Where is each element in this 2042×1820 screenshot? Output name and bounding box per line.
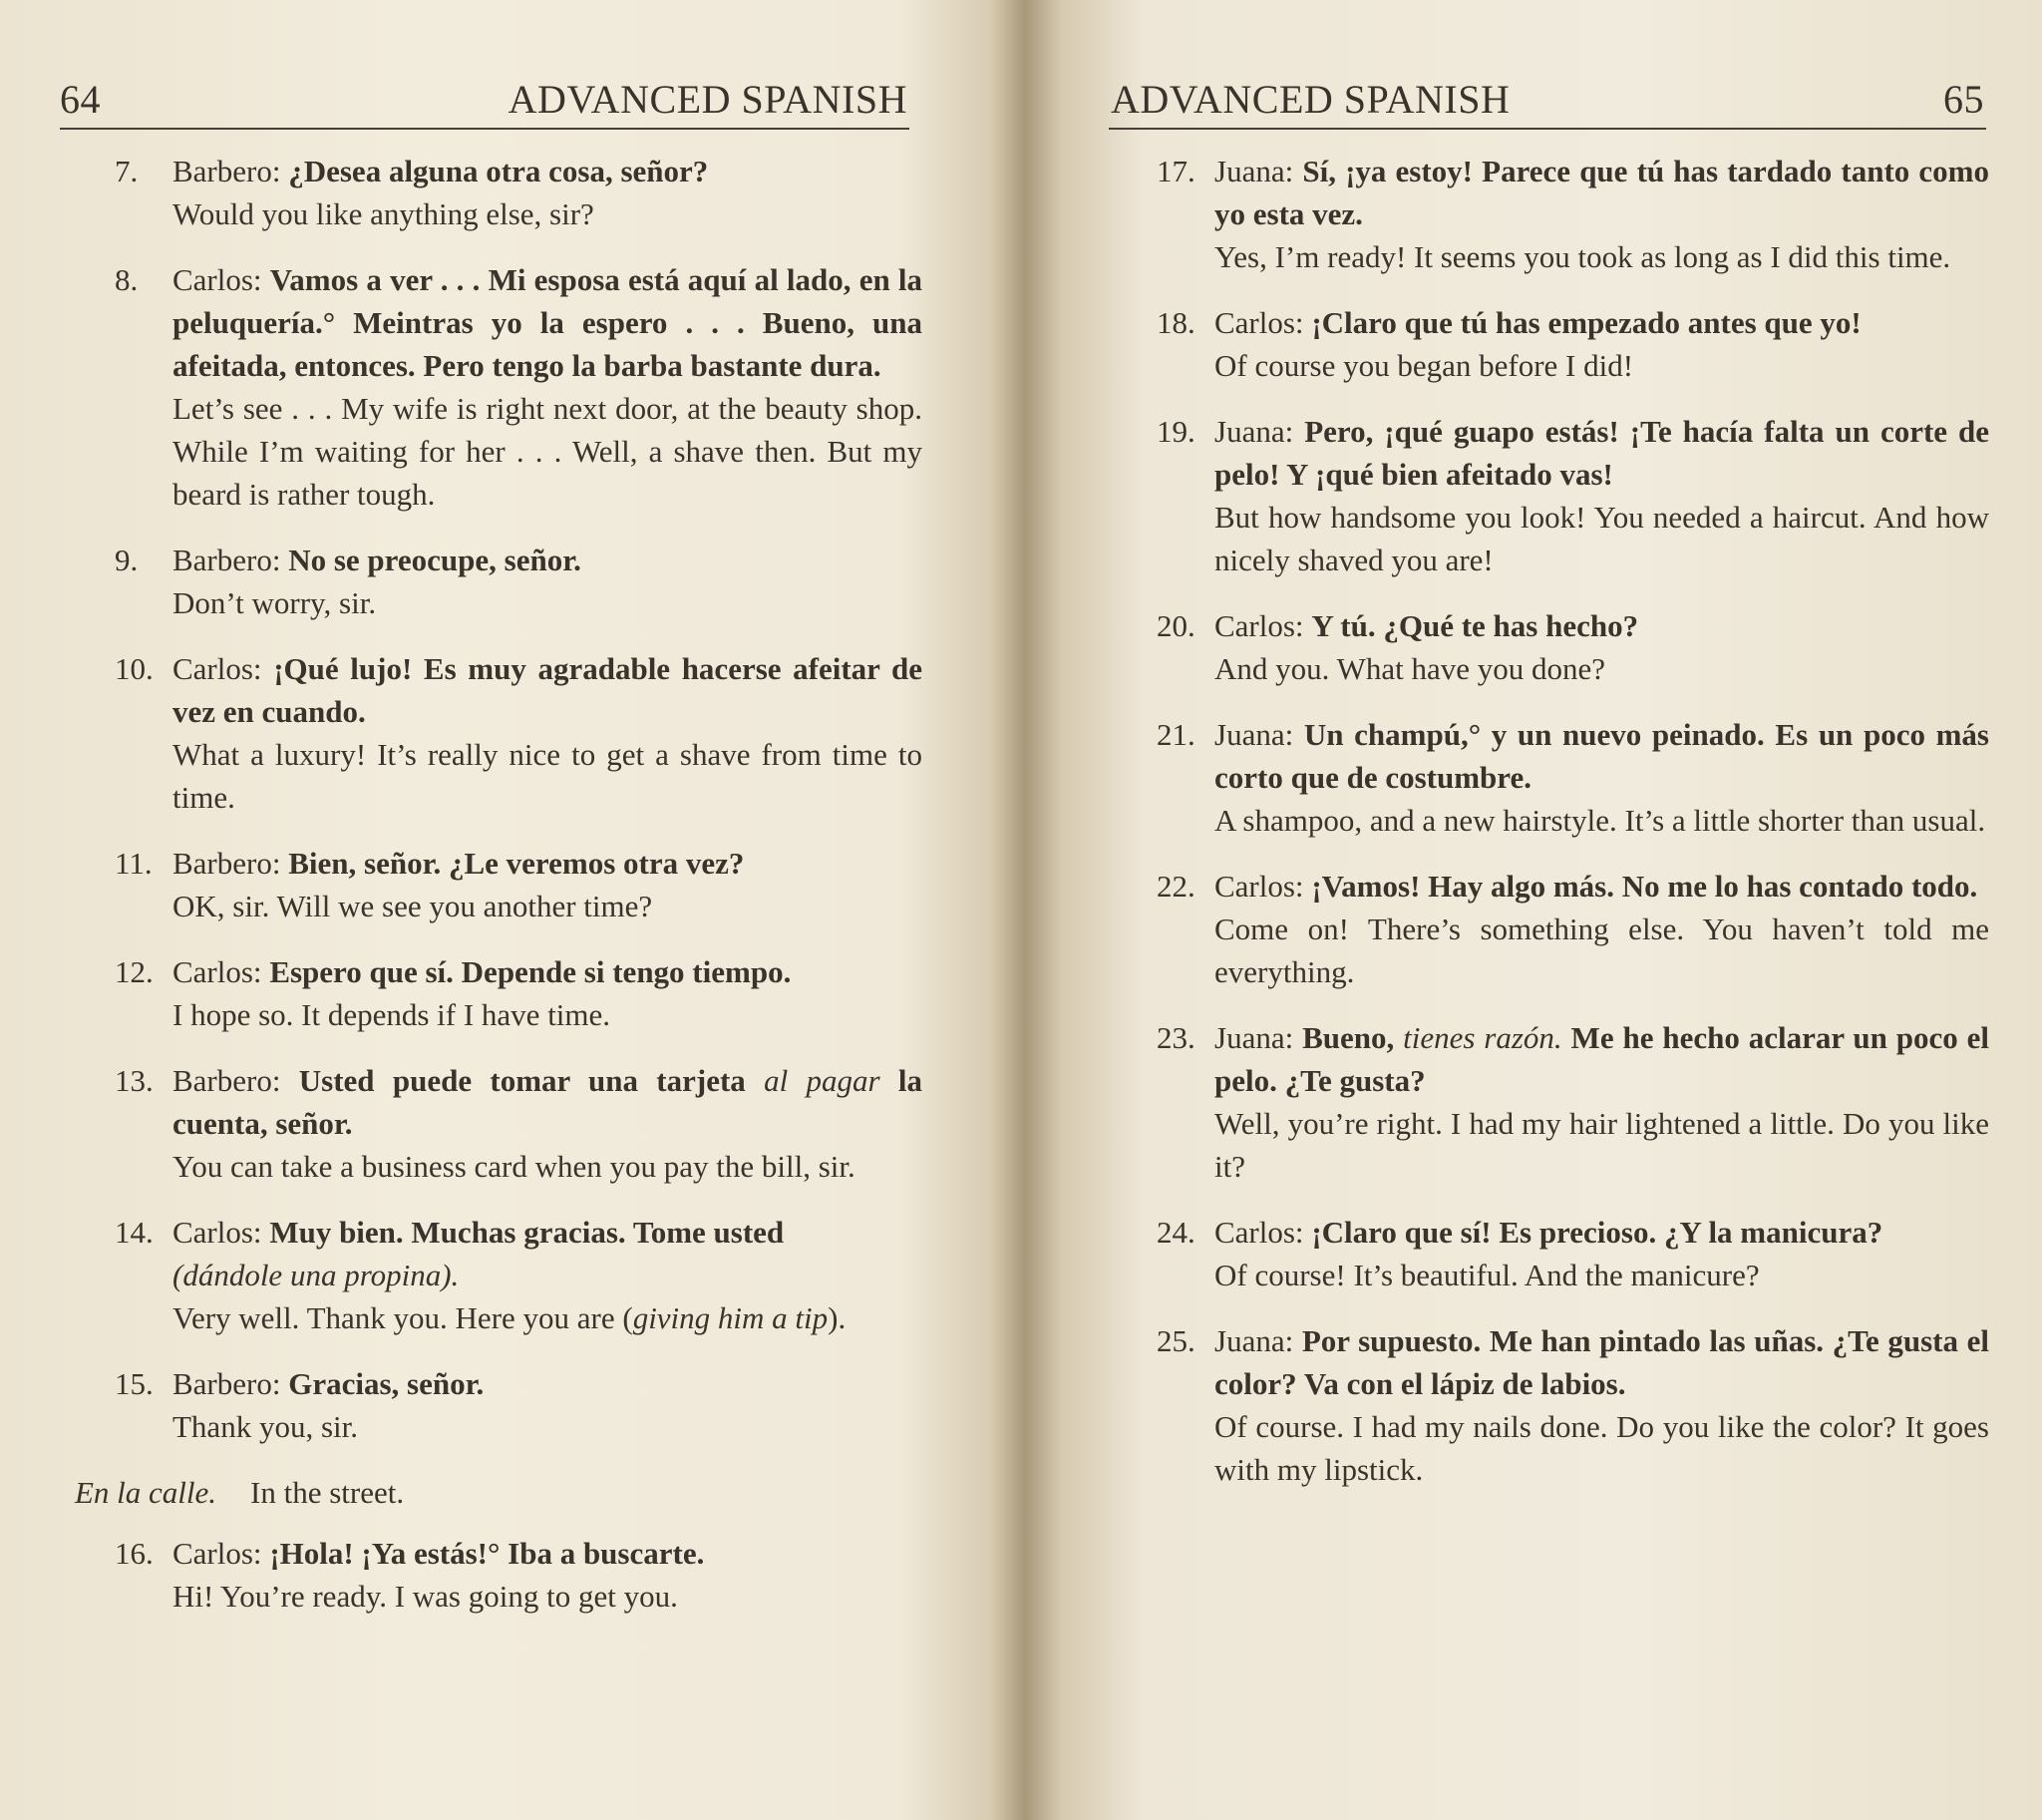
spanish-line: Usted puede tomar una tarjeta (298, 1063, 765, 1098)
speaker: Carlos: (172, 651, 262, 686)
stage-direction: (dándole una propina). (172, 1258, 460, 1292)
english-translation: I hope so. It depends if I have time. (172, 997, 611, 1032)
dialogue-entry (115, 842, 922, 927)
dialogue-list (1157, 150, 1989, 1514)
spanish-line: ¿Desea alguna otra cosa, señor? (288, 154, 709, 188)
spanish-italic: al pagar (764, 1063, 880, 1098)
dialogue-entry (115, 1532, 922, 1618)
speaker: Carlos: (172, 954, 262, 989)
scene-heading (75, 1471, 922, 1514)
entry-number: 14. (115, 1215, 154, 1250)
english-translation: But how handsome you look! You needed a haircut. And how nicely shaved you are! (1214, 500, 1989, 577)
spanish-line: Sí, ¡ya estoy! Parece que tú has tardado tanto como yo esta vez. (1214, 154, 1990, 231)
spanish-italic: tienes razón. (1403, 1020, 1562, 1055)
english-translation-cont: ). (828, 1300, 847, 1335)
speaker: Carlos: (172, 1536, 262, 1571)
scene-spanish: En la calle. (75, 1475, 217, 1510)
spanish-line: Y tú. ¿Qué te has hecho? (1311, 608, 1639, 643)
entry-number: 16. (115, 1536, 154, 1571)
english-translation: Don’t worry, sir. (172, 585, 377, 620)
page-number: 64 (60, 77, 101, 122)
english-translation: And you. What have you done? (1214, 651, 1605, 686)
speaker: Barbero: (172, 1063, 281, 1098)
english-translation: Well, you’re right. I had my hair lightened a little. Do you like it? (1214, 1106, 1989, 1184)
english-translation: You can take a business card when you pay the bill, sir. (172, 1149, 855, 1184)
english-translation: Let’s see . . . My wife is right next door, at the beauty shop. While I’m waiting for her . . . Well, a shave then. But my beard is rather tough. (172, 391, 922, 512)
english-translation: A shampoo, and a new hairstyle. It’s a little shorter than usual. (1214, 803, 1986, 838)
english-translation: Of course. I had my nails done. Do you like the color? It goes with my lipstick. (1214, 1409, 1989, 1487)
speaker: Carlos: (1214, 305, 1304, 340)
left-page-header (60, 72, 909, 130)
right-page-header (1109, 72, 1986, 130)
spanish-line: Espero que sí. Depende si tengo tiempo. (269, 954, 792, 989)
entry-number: 7. (115, 154, 139, 188)
english-translation: Hi! You’re ready. I was going to get you. (172, 1579, 678, 1614)
english-italic: giving him a tip (632, 1300, 829, 1335)
speaker: Juana: (1214, 1323, 1294, 1358)
entry-number: 13. (115, 1063, 154, 1098)
speaker: Barbero: (172, 1366, 281, 1401)
speaker: Carlos: (1214, 869, 1304, 904)
english-translation: Very well. Thank you. Here you are ( (172, 1300, 633, 1335)
spanish-line: No se preocupe, señor. (288, 543, 581, 577)
right-page (1027, 0, 2042, 1820)
spanish-line: ¡Hola! ¡Ya estás!° Iba a buscarte. (269, 1536, 705, 1571)
english-translation: Come on! There’s something else. You haven’t told me everything. (1214, 911, 1989, 989)
english-translation: OK, sir. Will we see you another time? (172, 889, 653, 923)
spanish-line-cont: Me he hecho aclarar un poco el pelo. ¿Te gusta? (1214, 1020, 1990, 1098)
entry-number: 22. (1157, 869, 1195, 904)
scene-english: In the street. (250, 1475, 405, 1510)
entry-number: 9. (115, 543, 139, 577)
entry-number: 20. (1157, 608, 1195, 643)
spanish-line: ¡Vamos! Hay algo más. No me lo has contado todo. (1311, 869, 1978, 904)
dialogue-entry (115, 1362, 922, 1448)
dialogue-entry (115, 150, 922, 235)
entry-number: 11. (115, 846, 153, 881)
english-translation: Would you like anything else, sir? (172, 196, 594, 231)
speaker: Juana: (1214, 1020, 1294, 1055)
entry-number: 17. (1157, 154, 1195, 188)
dialogue-entry (115, 950, 922, 1036)
running-title: ADVANCED SPANISH (508, 77, 907, 122)
dialogue-entry (115, 1059, 922, 1188)
entry-number: 12. (115, 954, 154, 989)
dialogue-entry (115, 539, 922, 624)
english-translation: Of course you began before I did! (1214, 348, 1634, 383)
spanish-line: Pero, ¡qué guapo estás! ¡Te hacía falta un corte de pelo! Y ¡qué bien afeitado vas! (1214, 414, 1990, 492)
spanish-line: ¡Claro que tú has empezado antes que yo! (1311, 305, 1862, 340)
spanish-line: Muy bien. Muchas gracias. Tome usted (269, 1215, 785, 1250)
speaker: Carlos: (172, 1215, 262, 1250)
entry-number: 15. (115, 1366, 154, 1401)
entry-number: 21. (1157, 717, 1195, 752)
dialogue-entry (115, 647, 922, 819)
spanish-line-cont: la cuenta, señor. (172, 1063, 922, 1141)
spanish-line: Gracias, señor. (288, 1366, 485, 1401)
dialogue-entry (1157, 1319, 1989, 1491)
dialogue-entry (115, 1211, 922, 1339)
speaker: Carlos: (172, 262, 262, 297)
entry-number: 23. (1157, 1020, 1195, 1055)
dialogue-entry (1157, 713, 1989, 842)
entry-number: 10. (115, 651, 154, 686)
entry-number: 25. (1157, 1323, 1195, 1358)
dialogue-entry (1157, 410, 1989, 581)
speaker: Juana: (1214, 414, 1294, 449)
spanish-line: Vamos a ver . . . Mi esposa está aquí al lado, en la peluquería.° Meintras yo la espero . . . Bueno, una afeitada, entonces. Pero tengo la barba bastante dura. (172, 262, 922, 383)
english-translation: Yes, I’m ready! It seems you took as long as I did this time. (1214, 239, 1951, 274)
spanish-line: Bueno, (1302, 1020, 1404, 1055)
speaker: Barbero: (172, 846, 281, 881)
dialogue-entry (1157, 865, 1989, 993)
english-translation: Of course! It’s beautiful. And the manicure? (1214, 1258, 1760, 1292)
entry-number: 19. (1157, 414, 1195, 449)
left-page (0, 0, 1012, 1820)
dialogue-entry (1157, 1016, 1989, 1188)
english-translation: Thank you, sir. (172, 1409, 358, 1444)
dialogue-entry (1157, 301, 1989, 387)
spanish-line: Por supuesto. Me han pintado las uñas. ¿Te gusta el color? Va con el lápiz de labios. (1214, 1323, 1989, 1401)
entry-number: 8. (115, 262, 139, 297)
spanish-line: ¡Qué lujo! Es muy agradable hacerse afeitar de vez en cuando. (172, 651, 923, 729)
speaker: Barbero: (172, 154, 281, 188)
dialogue-entry (115, 258, 922, 516)
english-translation: What a luxury! It’s really nice to get a shave from time to time. (172, 737, 922, 815)
entry-number: 24. (1157, 1215, 1195, 1250)
dialogue-list (75, 150, 923, 1640)
speaker: Juana: (1214, 717, 1294, 752)
spanish-line: ¡Claro que sí! Es precioso. ¿Y la manicura? (1311, 1215, 1883, 1250)
entry-number: 18. (1157, 305, 1195, 340)
spanish-line: Un champú,° y un nuevo peinado. Es un poco más corto que de costumbre. (1214, 717, 1989, 795)
dialogue-entry (1157, 604, 1989, 690)
speaker: Juana: (1214, 154, 1294, 188)
speaker: Carlos: (1214, 608, 1304, 643)
dialogue-entry (1157, 150, 1989, 278)
page-number: 65 (1943, 77, 1984, 122)
dialogue-entry (1157, 1211, 1989, 1296)
spanish-line: Bien, señor. ¿Le veremos otra vez? (288, 846, 745, 881)
running-title: ADVANCED SPANISH (1111, 77, 1511, 122)
speaker: Carlos: (1214, 1215, 1304, 1250)
speaker: Barbero: (172, 543, 281, 577)
